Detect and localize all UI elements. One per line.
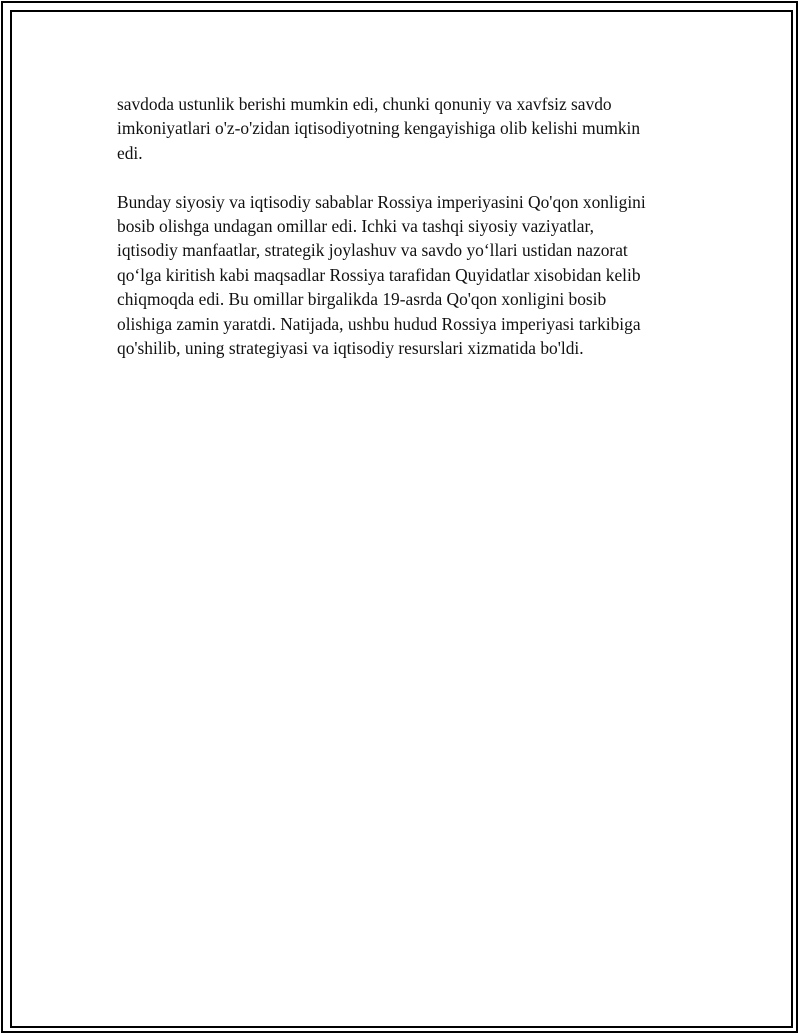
document-body	[117, 92, 697, 385]
paragraph-1: savdoda ustunlik berishi mumkin edi, chunki qonuniy va xavfsiz savdo imkoniyatlari o'z-o'zidan iqtisodiyotning kengayishiga olib kelishi mumkin edi.	[117, 94, 641, 163]
paragraph-2: Bunday siyosiy va iqtisodiy sabablar Rossiya imperiyasini Qo'qon xonligini bosib olishga undagan omillar edi. Ichki va tashqi siyosiy vaziyatlar, iqtisodiy manfaatlar, strategik joylashuv va savdo yo‘llari ustidan nazorat qo‘lga kiritish kabi maqsadlar Rossiya tarafidan Quyidatlar xisobidan kelib chiqmoqda edi. Bu omillar birgalikda 19-asrda Qo'qon xonligini bosib olishiga zamin yaratdi. Natijada, ushbu hudud Rossiya imperiyasi tarkibiga qo'shilib, uning strategiyasi va iqtisodiy resurslari xizmatida bo'ldi.	[117, 191, 646, 359]
